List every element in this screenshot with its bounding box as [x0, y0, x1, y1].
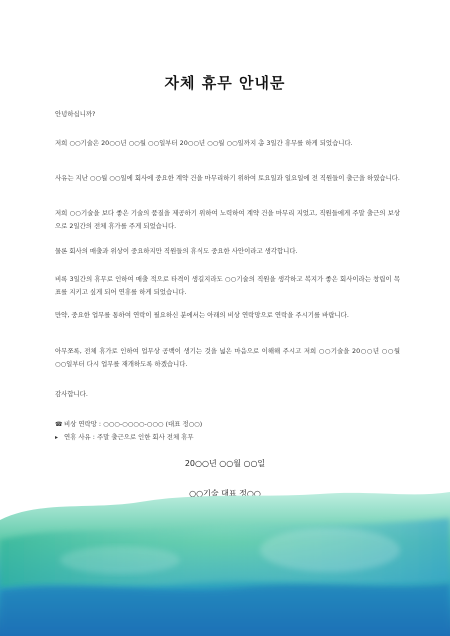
- paragraph-2: 사유는 지난 ○○월 ○○일에 회사에 중요한 계약 건을 마무리하기 위하여 토요일과 일요일에 전 직원들이 출근을 하였습니다.: [55, 174, 400, 182]
- emergency-contact: [55, 419, 202, 430]
- document-title: 자체 휴무 안내문: [164, 74, 286, 92]
- paragraph-7: 아무쪼록, 전체 휴가로 인하여 업무상 공백이 생기는 것을 넓은 마음으로 이해해 주시고 저희 ○○기술을 20○○년 ○○월 ○○일부터 다시 업무를 재개하도록 하겠습니다.: [55, 347, 400, 368]
- phone-icon: ☎: [55, 421, 63, 428]
- paragraph-4: 물론 회사의 매출과 위상이 중요하지만 직원들의 휴식도 중요한 사안이라고 생각합니다.: [55, 247, 298, 255]
- paragraph-3: 저희 ○○기술을 보다 좋은 기술의 품질을 제공하기 위하여 노력하여 계약 건을 마무리 지었고, 직원들에게 주말 출근의 보상으로 2일간의 전체 휴가를 주게 되었습니다.: [55, 209, 400, 230]
- paragraph-closing: 감사합니다.: [55, 390, 88, 398]
- paragraph-5: 비록 3일간의 휴무로 인하여 매출 적으로 타격이 생길지라도 ○○기술의 직원을 생각하고 복지가 좋은 회사이라는 창립이 목표를 지키고 싶게 되어 연휴를 하게 되었습니다.: [55, 275, 400, 296]
- watercolor-wave-decoration: [0, 480, 450, 636]
- holiday-reason-text: 연휴 사유 : 주말 출근으로 인한 회사 전체 휴무: [64, 433, 194, 441]
- paragraph-1: 저희 ○○기술은 20○○년 ○○월 ○○일부터 20○○년 ○○월 ○○일까지 총 3일간 휴무를 하게 되었습니다.: [55, 139, 353, 147]
- document-date: 20○○년 ○○월 ○○일: [184, 459, 266, 468]
- paragraph-6: 만약, 중요한 업무를 통하여 연락이 필요하신 분에서는 아래의 비상 연락망으로 연락을 주시기를 바랍니다.: [55, 311, 349, 319]
- signature: ○○기술 대표 정○○: [189, 489, 261, 498]
- greeting: 안녕하십니까?: [55, 110, 96, 118]
- triangle-bullet-icon: ▸: [55, 434, 59, 441]
- holiday-reason: [55, 432, 194, 443]
- emergency-contact-text: 비상 연락망 : ○○○-○○○○-○○○ (대표 정○○): [64, 420, 203, 428]
